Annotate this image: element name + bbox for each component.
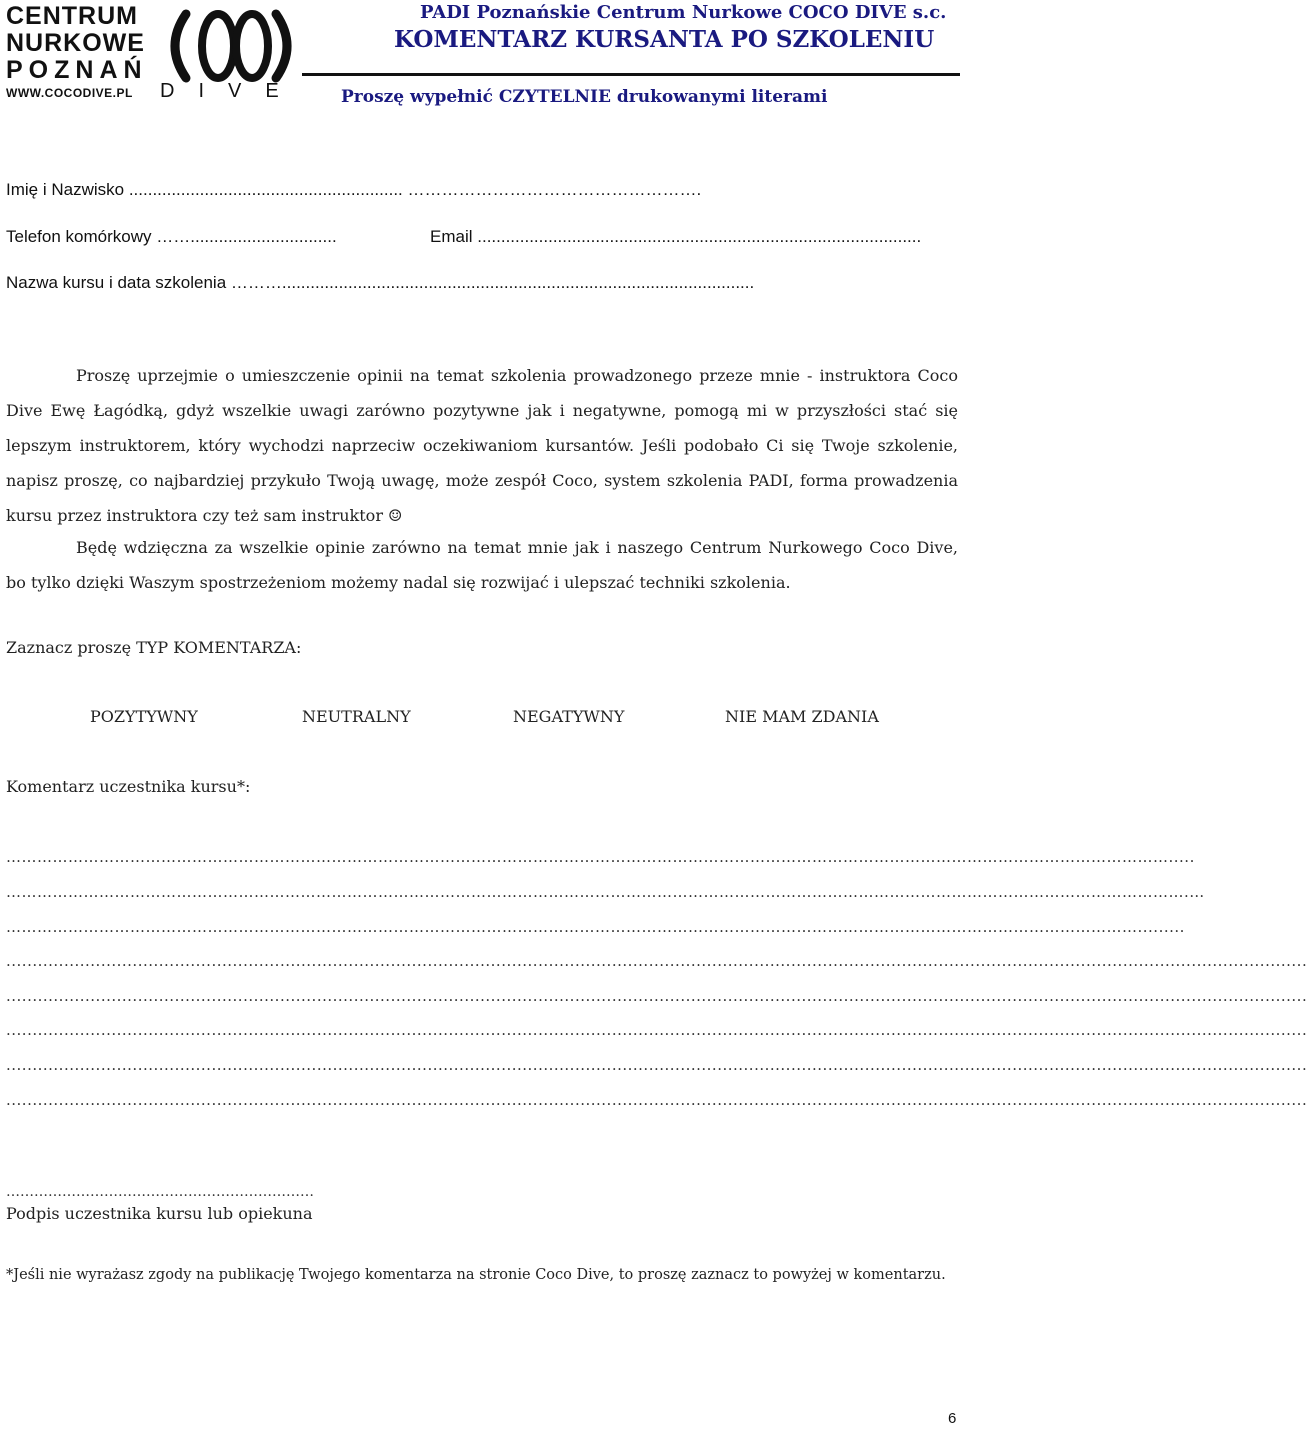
phone-dots: ……............................... [156, 227, 337, 246]
option-negative[interactable]: NEGATYWNY [513, 707, 625, 726]
intro-paragraph-text: Proszę uprzejmie o umieszczenie opinii na temat szkolenia prowadzonego przeze mnie - instruktora Coco Dive Ewę Łagódką, gdyż wszelkie uwagi zarówno pozytywne jak i negatywne, pomogą mi w przyszłości stać się lepszym instruktorem, który wychodzi naprzeciw oczekiwaniom kursantów. Jeśli podobało Ci się Twoje szkolenie, napisz proszę, co najbardziej przykuło Twoją uwagę, może zespół Coco, system szkolenia PADI, forma prowadzenia kursu przez instruktora czy też sam instruktor ☺ [6, 366, 958, 525]
logo-line-nurkowe: NURKOWE [6, 29, 145, 57]
comment-line[interactable]: ....................................................................................................................................................................................................................................................... [6, 952, 1307, 970]
signature-label: Podpis uczestnika kursu lub opiekuna [6, 1204, 313, 1223]
thanks-paragraph-text: Będę wdzięczna za wszelkie opinie zarówno na temat mnie jak i naszego Centrum Nurkowego Coco Dive, bo tylko dzięki Waszym spostrzeżeniom możemy nadal się rozwijać i ulepszać techniki szkolenia. [6, 538, 958, 592]
fill-instruction: Proszę wypełnić CZYTELNIE drukowanymi literami [341, 87, 828, 107]
comment-line[interactable]: ………………………………………………………………………………………………………………………………………………………………………………………………………….… [6, 883, 1205, 901]
comment-label: Komentarz uczestnika kursu*: [6, 777, 251, 796]
name-field[interactable] [6, 180, 701, 200]
form-title: KOMENTARZ KURSANTA PO SZKOLENIU [394, 26, 935, 53]
organization-name: PADI Poznańskie Centrum Nurkowe COCO DIVE s.c. [420, 2, 947, 23]
coco-dive-logo [6, 2, 303, 102]
comment-line[interactable]: …………………………………………………………………………………………………………………………………………………………………………………………………......... [6, 918, 1185, 936]
thanks-paragraph [6, 530, 958, 600]
logo-dive-text: DIVE [160, 80, 303, 102]
email-label: Email [430, 227, 473, 246]
comment-line[interactable]: ………………………………………………………………………………………………………………………………………………………………………………………………………..... [6, 848, 1195, 866]
name-dots: .......................................................... ……………………………………………. [128, 180, 702, 199]
comment-line[interactable]: ....................................................................................................................................................................................................................................................... [6, 987, 1307, 1005]
option-no-opinion[interactable]: NIE MAM ZDANIA [725, 707, 879, 726]
phone-field[interactable] [6, 227, 337, 247]
phone-label: Telefon komórkowy [6, 227, 152, 246]
page-number: 6 [948, 1410, 957, 1427]
email-dots: .............................................................................................. [477, 227, 922, 246]
coco-logo-mark-icon [156, 6, 296, 86]
comment-line[interactable]: ....................................................................................................................................................................................................................................................... [6, 1021, 1307, 1039]
comment-line[interactable]: ....................................................................................................................................................................................................................................................... [6, 1091, 1307, 1109]
email-field[interactable] [430, 227, 921, 247]
header-divider [302, 73, 960, 76]
option-neutral[interactable]: NEUTRALNY [302, 707, 411, 726]
course-dots: ……….................................................................................................... [230, 273, 755, 292]
course-label: Nazwa kursu i data szkolenia [6, 273, 227, 292]
intro-paragraph [6, 358, 958, 533]
name-label: Imię i Nazwisko [6, 180, 125, 199]
footnote: *Jeśli nie wyrażasz zgody na publikację Twojego komentarza na stronie Coco Dive, to proszę zaznacz to powyżej w komentarzu. [6, 1267, 946, 1283]
logo-line-poznan: POZNAŃ [6, 56, 148, 84]
signature-line[interactable]: ………………………………………………………… [6, 1184, 314, 1200]
logo-url: WWW.COCODIVE.PL [6, 86, 133, 100]
comment-line[interactable]: ....................................................................................................................................................................................................................................................... [6, 1056, 1307, 1074]
course-field[interactable] [6, 273, 754, 293]
logo-line-centrum: CENTRUM [6, 2, 138, 30]
comment-type-prompt: Zaznacz proszę TYP KOMENTARZA: [6, 638, 302, 657]
option-positive[interactable]: POZYTYWNY [90, 707, 198, 726]
